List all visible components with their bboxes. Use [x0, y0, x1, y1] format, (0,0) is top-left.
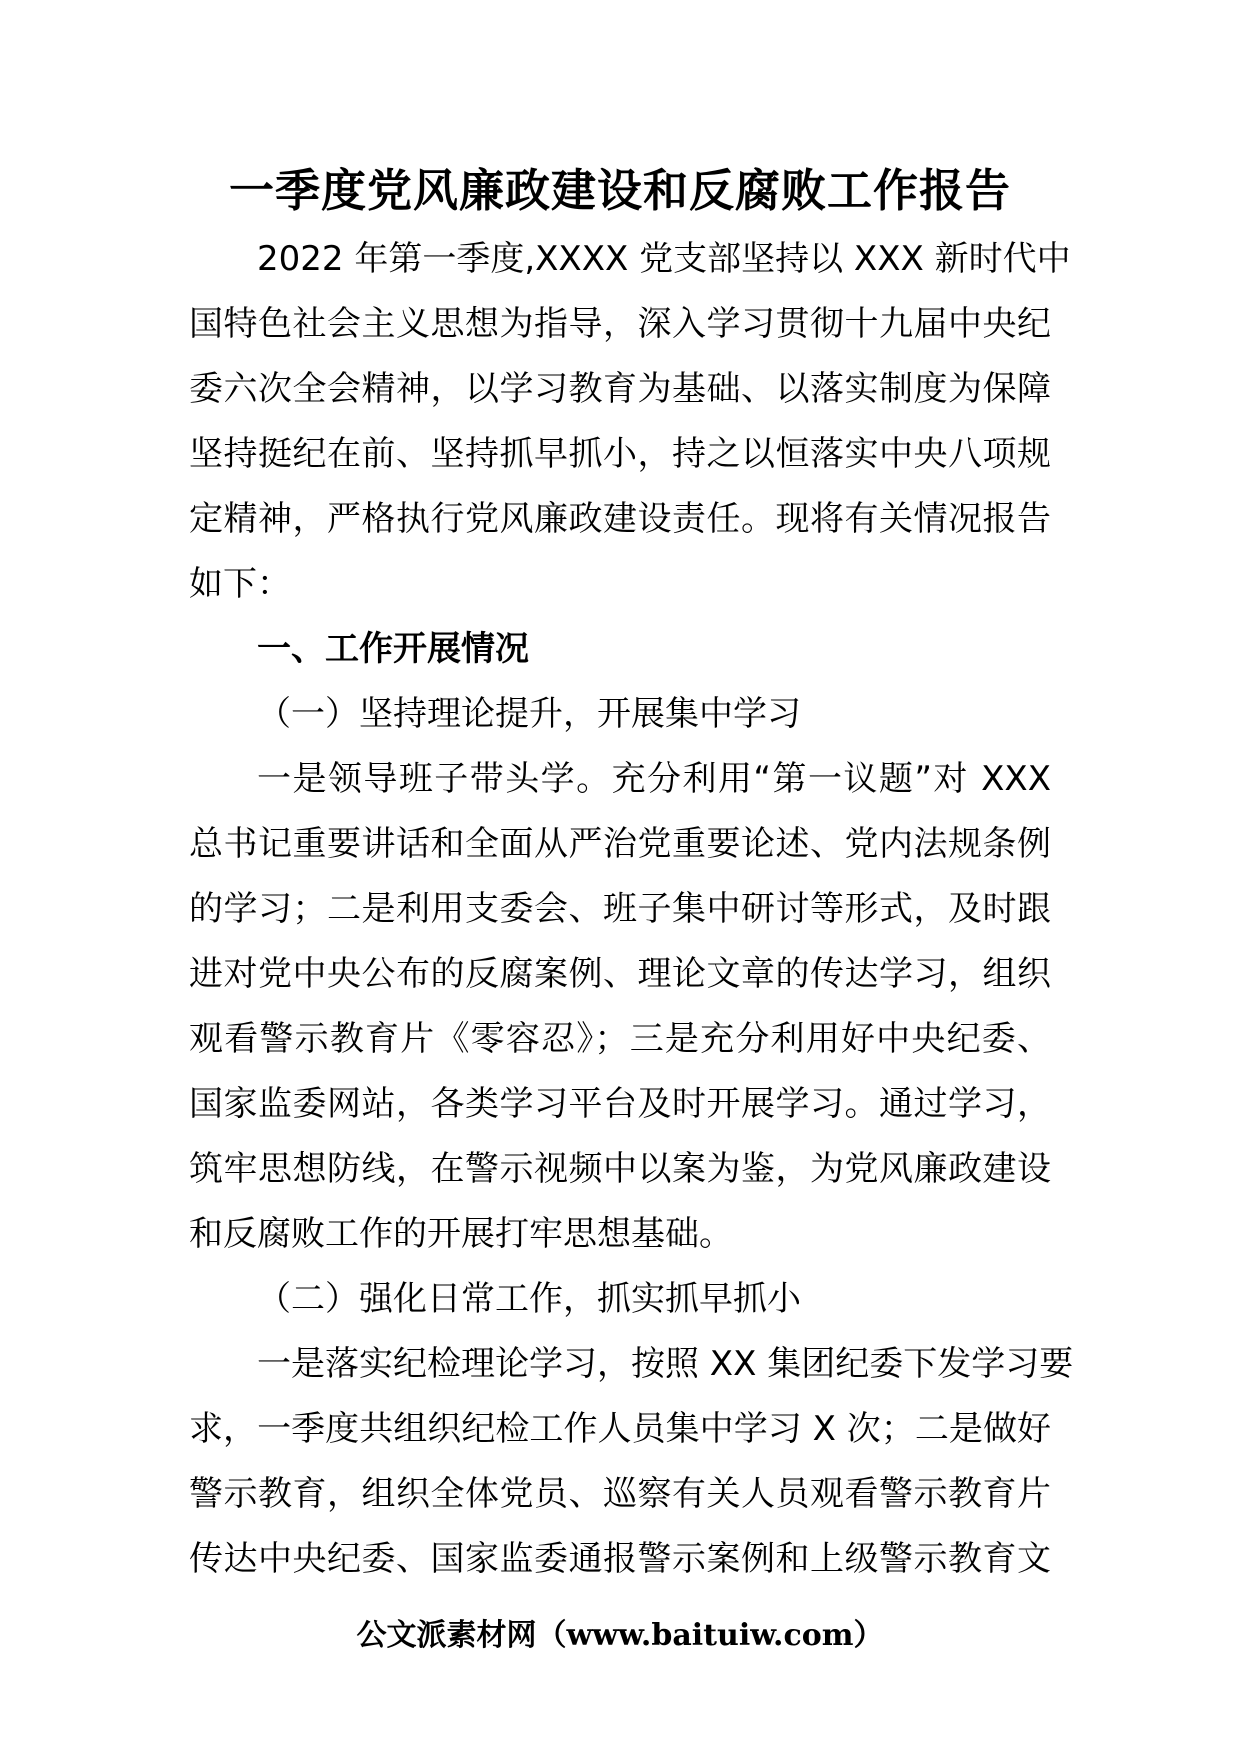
- paragraph-line: 一是领导班子带头学。充分利用“第一议题”对 XXX: [257, 759, 1051, 799]
- paragraph-line: 如下：: [189, 564, 291, 604]
- section-heading: 一、工作开展情况: [257, 629, 529, 669]
- document-body: [189, 227, 1074, 1592]
- paragraph-line: 总书记重要讲话和全面从严治党重要论述、党内法规条例: [189, 824, 1051, 864]
- paragraph-line: 警示教育，组织全体党员、巡察有关人员观看警示教育片: [189, 1474, 1051, 1514]
- source-footer: 公文派素材网（www.baituiw.com）: [356, 1618, 884, 1653]
- paragraph-line: 2022 年第一季度,XXXX 党支部坚持以 XXX 新时代中: [257, 239, 1071, 279]
- subsection-heading: （一）坚持理论提升，开展集中学习: [257, 694, 801, 734]
- paragraph-line: 求，一季度共组织纪检工作人员集中学习 X 次；二是做好: [189, 1409, 1051, 1449]
- paragraph-line: 定精神，严格执行党风廉政建设责任。现将有关情况报告: [189, 499, 1051, 539]
- paragraph-line: 国特色社会主义思想为指导，深入学习贯彻十九届中央纪: [189, 304, 1051, 344]
- subsection-heading: （二）强化日常工作，抓实抓早抓小: [257, 1279, 801, 1319]
- paragraph-line: 观看警示教育片《零容忍》；三是充分利用好中央纪委、: [189, 1019, 1051, 1059]
- paragraph-line: 筑牢思想防线，在警示视频中以案为鉴，为党风廉政建设: [189, 1149, 1051, 1189]
- paragraph-line: 进对党中央公布的反腐案例、理论文章的传达学习，组织: [189, 954, 1051, 994]
- paragraph-line: 一是落实纪检理论学习，按照 XX 集团纪委下发学习要: [257, 1344, 1074, 1384]
- paragraph-line: 坚持挺纪在前、坚持抓早抓小，持之以恒落实中央八项规: [189, 434, 1051, 474]
- document-title: 一季度党风廉政建设和反腐败工作报告: [228, 164, 1011, 217]
- paragraph-line: 传达中央纪委、国家监委通报警示案例和上级警示教育文: [189, 1539, 1051, 1579]
- paragraph-line: 委六次全会精神，以学习教育为基础、以落实制度为保障: [189, 369, 1051, 409]
- paragraph-line: 的学习；二是利用支委会、班子集中研讨等形式，及时跟: [189, 889, 1051, 929]
- paragraph-line: 国家监委网站，各类学习平台及时开展学习。通过学习，: [189, 1084, 1051, 1124]
- paragraph-line: 和反腐败工作的开展打牢思想基础。: [189, 1214, 733, 1254]
